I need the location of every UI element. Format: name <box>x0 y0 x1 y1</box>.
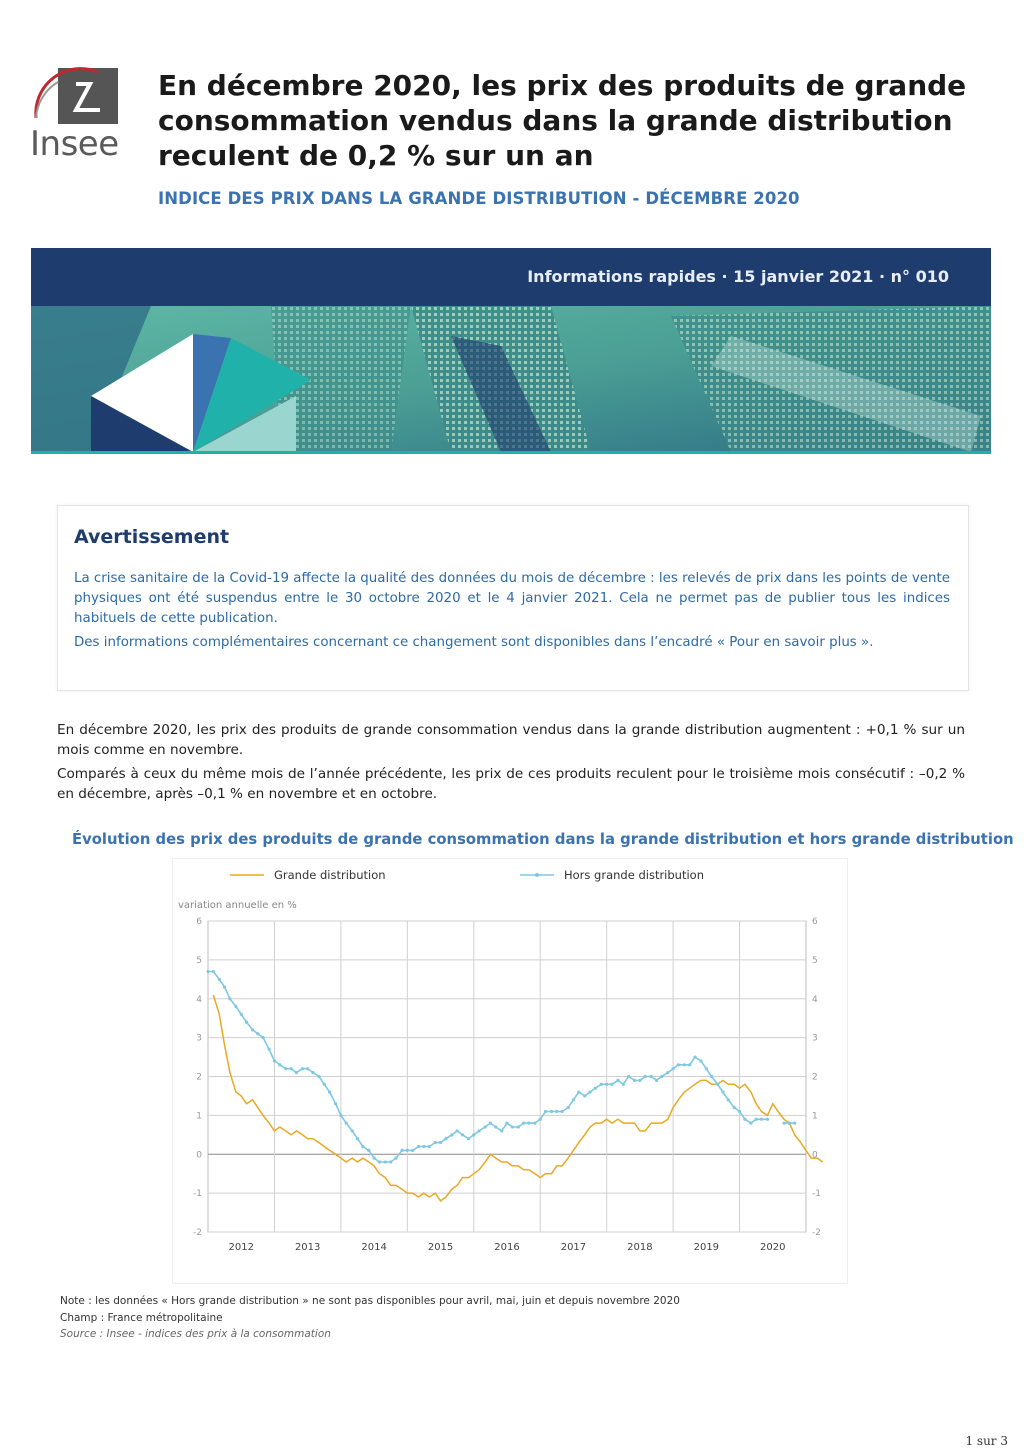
series-point <box>422 1145 425 1148</box>
series-point <box>234 1005 237 1008</box>
series-point <box>550 1110 553 1113</box>
body-paragraph-1: En décembre 2020, les prix des produits de grande consommation vendus dans la grande distribution augmentent : +0,1 % sur un mois comme en novembre. <box>57 722 965 758</box>
series-point <box>594 1087 597 1090</box>
series-point <box>434 1141 437 1144</box>
y-tick-label: 3 <box>196 1033 202 1044</box>
x-tick-label: 2018 <box>627 1242 653 1253</box>
warning-paragraph-2: Des informations complémentaires concernant ce changement sont disponibles dans l’encadré « Pour en savoir plus ». <box>74 635 874 650</box>
series-point <box>588 1090 591 1093</box>
series-point <box>572 1098 575 1101</box>
series-point <box>610 1083 613 1086</box>
banner-underline <box>31 451 991 454</box>
series-point <box>356 1137 359 1140</box>
y-tick-label: 2 <box>196 1072 202 1083</box>
series-point <box>245 1020 248 1023</box>
series-point <box>710 1075 713 1078</box>
series-point <box>301 1067 304 1070</box>
series-point <box>394 1157 397 1160</box>
series-point <box>472 1133 475 1136</box>
series-point <box>467 1137 470 1140</box>
page-subtitle: INDICE DES PRIX DANS LA GRANDE DISTRIBUTION - DÉCEMBRE 2020 <box>158 189 800 208</box>
y-tick-label-right: 3 <box>812 1033 818 1044</box>
series-point <box>228 997 231 1000</box>
series-point <box>295 1071 298 1074</box>
series-point <box>788 1122 791 1125</box>
y-tick-label-right: 0 <box>812 1150 818 1161</box>
y-tick-label-right: -1 <box>812 1189 821 1200</box>
series-point <box>323 1083 326 1086</box>
series-point <box>677 1063 680 1066</box>
series-point <box>600 1083 603 1086</box>
series-point <box>616 1079 619 1082</box>
series-point <box>428 1145 431 1148</box>
chart-title: Évolution des prix des produits de grande consommation dans la grande distribution et hors grande distribution <box>72 831 1014 848</box>
series-point <box>627 1075 630 1078</box>
series-point <box>206 970 209 973</box>
series-point <box>311 1071 314 1074</box>
series-point <box>655 1079 658 1082</box>
series-point <box>766 1118 769 1121</box>
series-point <box>533 1122 536 1125</box>
y-tick-label-right: 4 <box>812 994 818 1005</box>
series-point <box>539 1118 542 1121</box>
series-point <box>461 1133 464 1136</box>
series-point <box>666 1071 669 1074</box>
series-point <box>555 1110 558 1113</box>
series-point <box>389 1160 392 1163</box>
warning-title: Avertissement <box>74 526 230 548</box>
series-point <box>439 1141 442 1144</box>
y-tick-label: -1 <box>193 1189 202 1200</box>
series-point <box>306 1067 309 1070</box>
series-point <box>511 1125 514 1128</box>
warning-box <box>57 505 969 691</box>
series-point <box>660 1075 663 1078</box>
y-tick-label: 6 <box>196 917 202 927</box>
series-point <box>500 1129 503 1132</box>
series-point <box>268 1048 271 1051</box>
series-point <box>699 1059 702 1062</box>
series-point <box>278 1063 281 1066</box>
x-tick-label: 2019 <box>693 1242 720 1253</box>
series-point <box>273 1059 276 1062</box>
series-point <box>605 1083 608 1086</box>
series-point <box>411 1149 414 1152</box>
footnote-note: Note : les données « Hors grande distribution » ne sont pas disponibles pour avril, mai, juin et depuis novembre 2020 <box>60 1295 680 1307</box>
series-point <box>328 1090 331 1093</box>
x-tick-label: 2016 <box>494 1242 520 1253</box>
series-point <box>334 1102 337 1105</box>
footnote-source: Source : Insee - indices des prix à la consommation <box>60 1328 331 1340</box>
series-point <box>218 978 221 981</box>
series-point <box>644 1075 647 1078</box>
series-point <box>633 1079 636 1082</box>
series-point <box>406 1149 409 1152</box>
series-point <box>212 970 215 973</box>
x-tick-label: 2020 <box>760 1242 786 1253</box>
series-point <box>716 1083 719 1086</box>
x-tick-label: 2017 <box>560 1242 587 1253</box>
footnote-champ: Champ : France métropolitaine <box>60 1312 223 1324</box>
series-point <box>417 1145 420 1148</box>
series-point <box>683 1063 686 1066</box>
series-point <box>727 1098 730 1101</box>
series-point <box>444 1137 447 1140</box>
logo-text: Insee <box>30 124 119 164</box>
series-point <box>672 1067 675 1070</box>
series-point <box>262 1036 265 1039</box>
series-point <box>782 1122 785 1125</box>
y-tick-label-right: 2 <box>812 1072 818 1083</box>
series-point <box>733 1106 736 1109</box>
x-tick-label: 2014 <box>361 1242 387 1253</box>
page-number: 1 sur 3 <box>965 1434 1008 1448</box>
series-point <box>489 1122 492 1125</box>
banner-image <box>31 306 991 452</box>
series-point <box>721 1090 724 1093</box>
y-tick-label-right: 1 <box>812 1111 818 1122</box>
series-point <box>577 1090 580 1093</box>
y-tick-label: 5 <box>196 955 202 966</box>
series-point <box>256 1032 259 1035</box>
publication-band <box>31 248 991 306</box>
publication-line: Informations rapides · 15 janvier 2021 · n° 010 <box>527 267 949 286</box>
series-point <box>622 1083 625 1086</box>
series-point <box>339 1114 342 1117</box>
legend-label-2: Hors grande distribution <box>564 868 704 882</box>
series-point <box>494 1125 497 1128</box>
line-chart <box>172 858 848 1284</box>
series-point <box>567 1106 570 1109</box>
series-point <box>400 1149 403 1152</box>
series-point <box>693 1055 696 1058</box>
y-tick-label-right: 6 <box>812 917 818 927</box>
x-tick-label: 2012 <box>228 1242 254 1253</box>
series-point <box>345 1122 348 1125</box>
legend-marker <box>535 873 539 877</box>
x-tick-label: 2013 <box>294 1242 321 1253</box>
legend-label-1: Grande distribution <box>274 868 386 882</box>
series-point <box>456 1129 459 1132</box>
y-tick-label: 1 <box>196 1111 202 1122</box>
series-point <box>561 1110 564 1113</box>
series-point <box>373 1157 376 1160</box>
series-point <box>450 1133 453 1136</box>
page-title: En décembre 2020, les prix des produits de grande consommation vendus dans la grande distribution reculent de 0,2 % sur un an <box>158 69 967 172</box>
y-tick-label-right: 5 <box>812 955 818 966</box>
series-point <box>583 1094 586 1097</box>
series-point <box>650 1075 653 1078</box>
series-point <box>522 1122 525 1125</box>
series-point <box>760 1118 763 1121</box>
x-tick-label: 2015 <box>427 1242 454 1253</box>
series-point <box>483 1125 486 1128</box>
series-point <box>223 985 226 988</box>
series-point <box>743 1118 746 1121</box>
series-point <box>527 1122 530 1125</box>
series-point <box>240 1013 243 1016</box>
y-tick-label: 4 <box>196 994 202 1005</box>
y-tick-label: 0 <box>196 1150 202 1161</box>
series-point <box>317 1075 320 1078</box>
series-point <box>749 1122 752 1125</box>
series-point <box>755 1118 758 1121</box>
series-point <box>384 1160 387 1163</box>
series-point <box>793 1122 796 1125</box>
series-point <box>367 1149 370 1152</box>
series-point <box>351 1129 354 1132</box>
series-point <box>505 1122 508 1125</box>
series-point <box>289 1067 292 1070</box>
y-tick-label-right: -2 <box>812 1228 821 1238</box>
warning-paragraph-1: La crise sanitaire de la Covid-19 affecte la qualité des données du mois de décembre : les relevés de prix dans les points de vente physiques ont été suspendus entre le 30 octobre 2020 et le 4 janvier 2021. Cela ne permet pas de publier tous les indices habituels de cette publication. <box>74 571 950 626</box>
series-point <box>517 1125 520 1128</box>
series-point <box>705 1067 708 1070</box>
series-point <box>251 1028 254 1031</box>
y-tick-label: -2 <box>193 1228 202 1238</box>
body-paragraph-2: Comparés à ceux du même mois de l’année précédente, les prix de ces produits reculent pour le troisième mois consécutif : –0,2 % en décembre, après –0,1 % en novembre et en octobre. <box>57 766 965 802</box>
series-point <box>477 1129 480 1132</box>
series-point <box>361 1145 364 1148</box>
series-point <box>638 1079 641 1082</box>
series-point <box>544 1110 547 1113</box>
y-axis-label: variation annuelle en % <box>178 900 297 911</box>
series-point <box>378 1160 381 1163</box>
series-point <box>738 1110 741 1113</box>
series-point <box>284 1067 287 1070</box>
series-point <box>688 1063 691 1066</box>
